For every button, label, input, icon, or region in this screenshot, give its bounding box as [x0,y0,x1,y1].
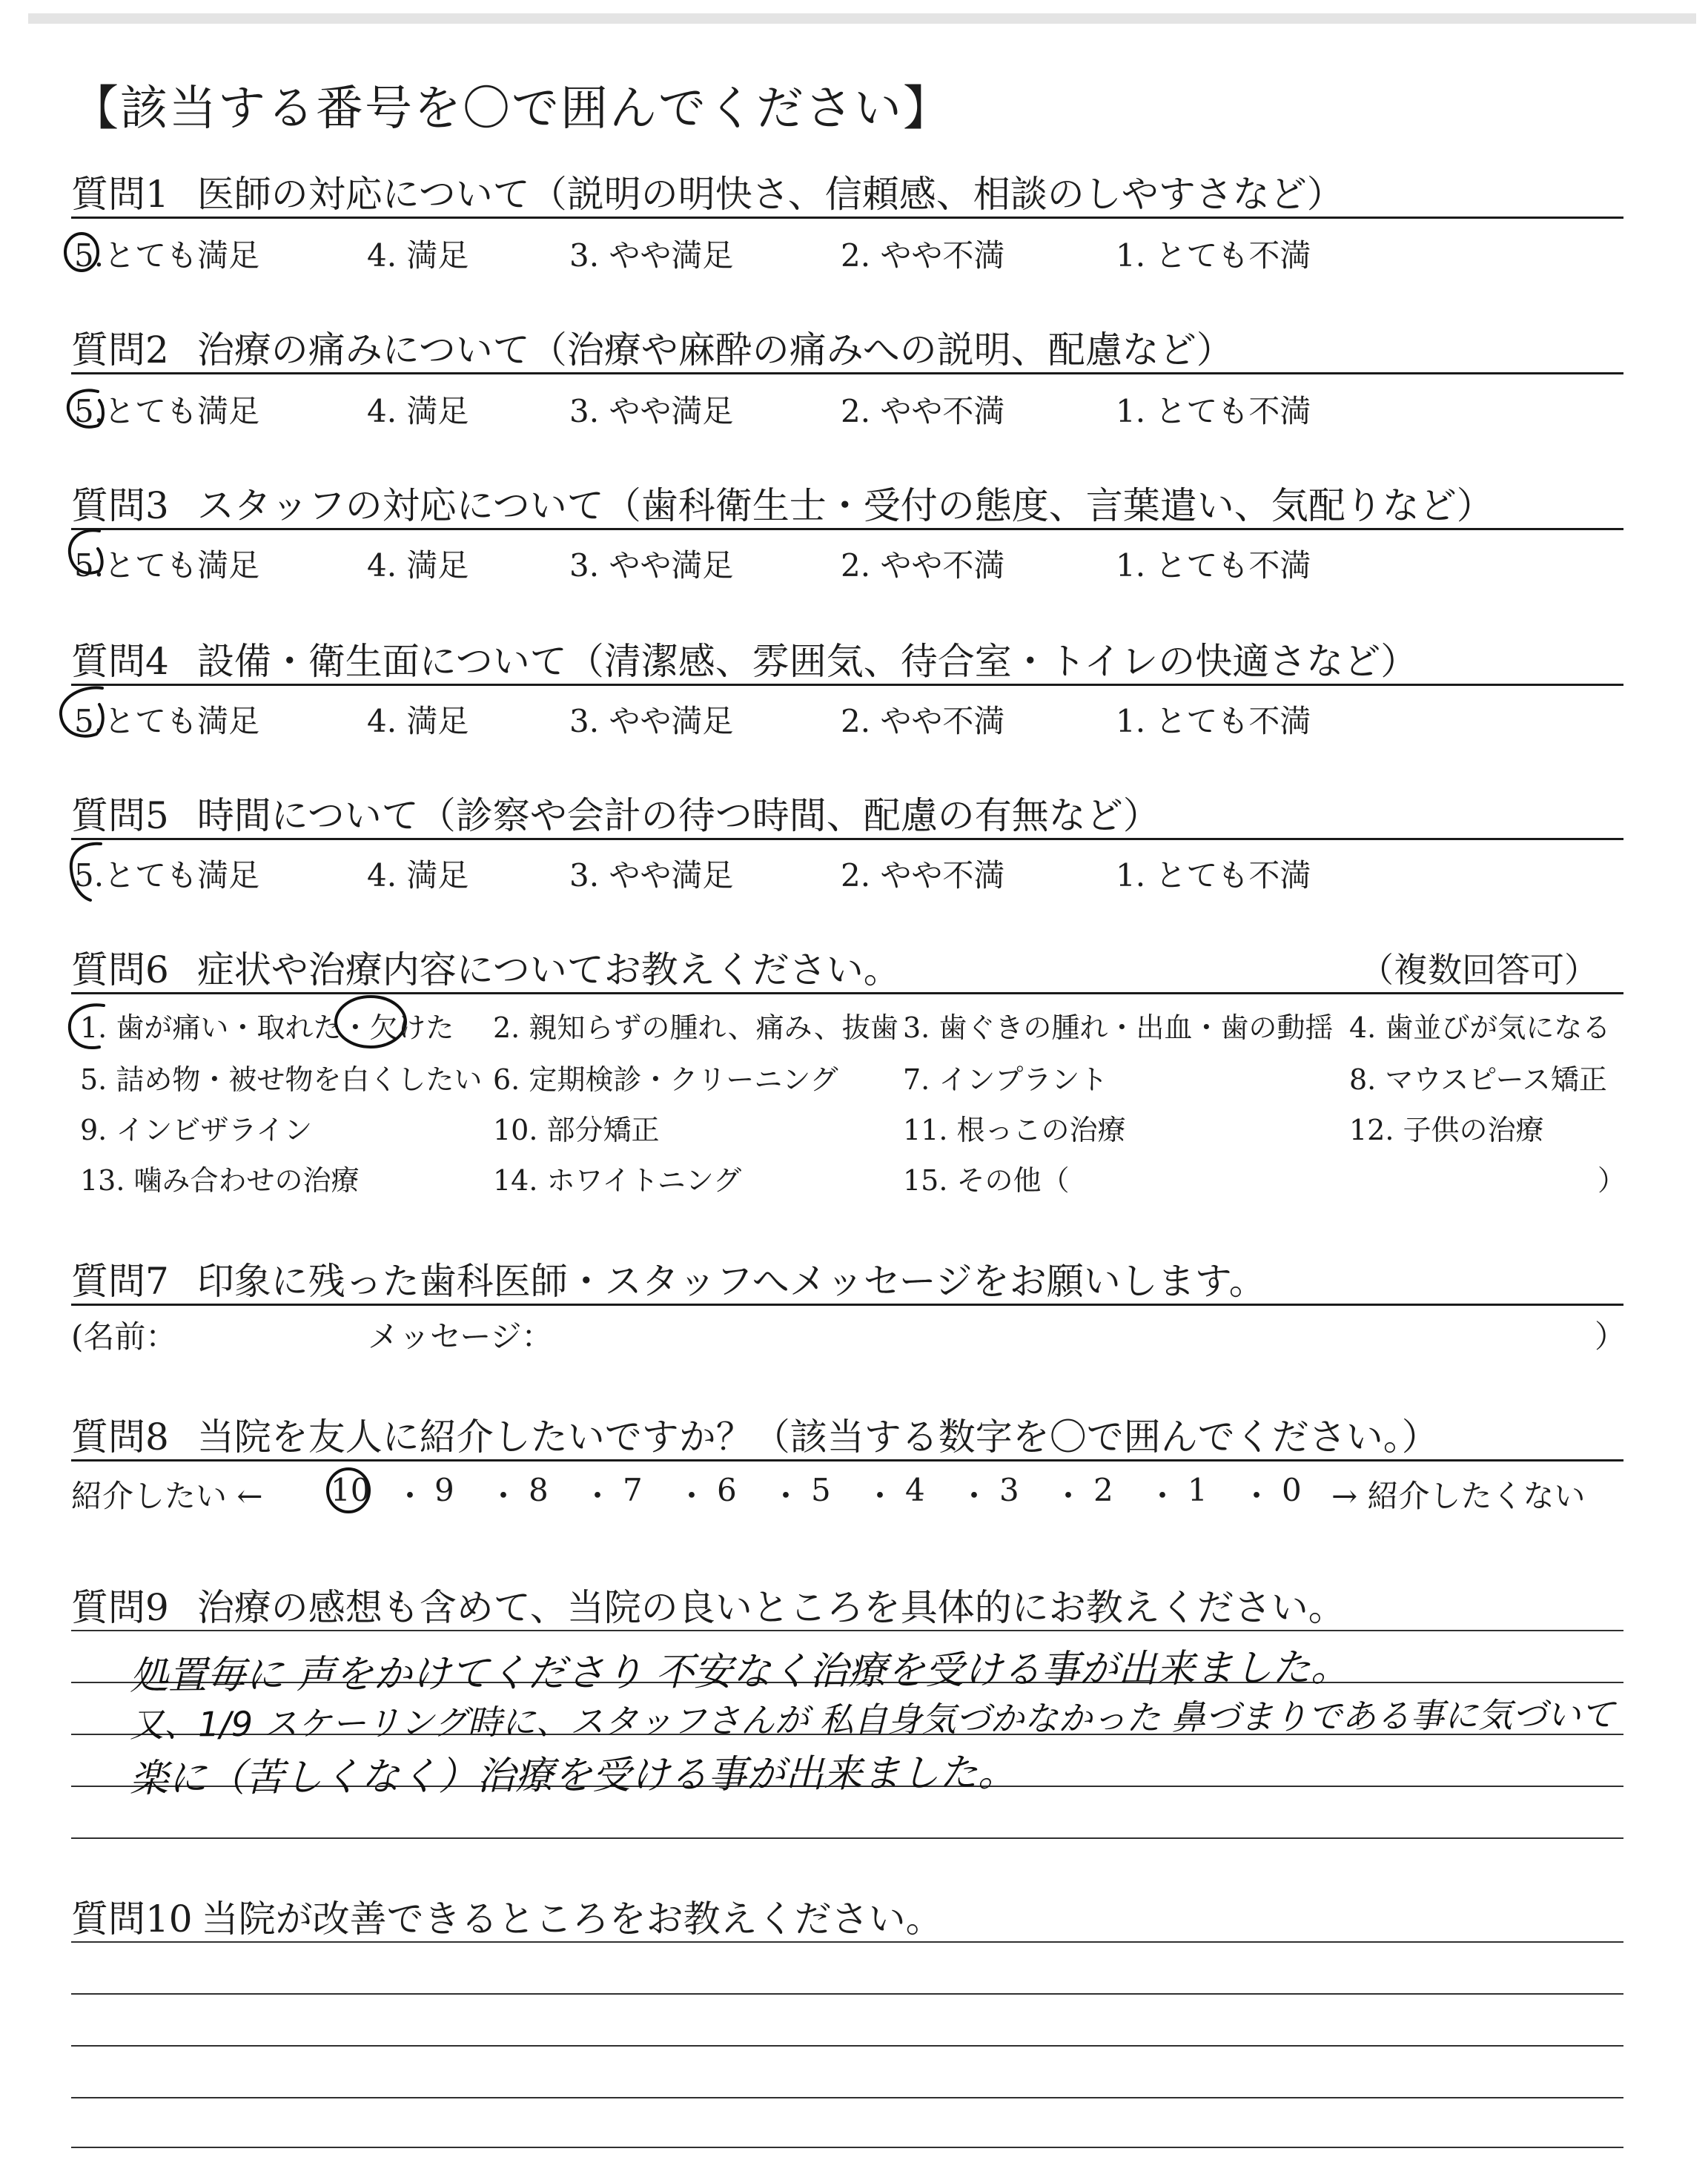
option-4[interactable]: 4. 満足 [367,547,469,584]
question-text: 当院を友人に紹介したいですか？（該当する数字を〇で囲んでください。） [196,1416,1439,1459]
question-7-fields [71,1312,1626,1357]
answer-line [71,2097,1623,2098]
option-4[interactable]: 4. 満足 [367,857,469,894]
option-5[interactable]: 5.とても満足 [74,547,260,584]
option-5[interactable]: 5.とても満足 [74,393,260,429]
multiple-answers-note: （複数回答可） [1360,950,1598,990]
question-number: 質問3 [71,484,169,527]
q6-option-15[interactable]: 15. その他（ [903,1164,1070,1197]
question-4-title [71,632,1417,685]
option-1[interactable]: 1. とても不満 [1116,703,1311,739]
option-1[interactable]: 1. とても不満 [1116,393,1311,429]
question-1-rule [71,217,1623,219]
q6-option-14[interactable]: 14. ホワイトニング [493,1164,742,1197]
q6-option-11[interactable]: 11. 根っこの治療 [903,1114,1126,1146]
answer-line [71,1630,1623,1631]
scale-2[interactable]: 2 [1093,1472,1113,1508]
question-text: 印象に残った歯科医師・スタッフへメッセージをお願いします。 [196,1260,1266,1303]
option-1[interactable]: 1. とても不満 [1116,237,1311,274]
question-number: 質問2 [71,328,169,371]
question-text: 症状や治療内容についてお教えください。 [196,948,901,991]
question-text: 設備・衛生面について（清潔感、雰囲気、待合室・トイレの快適さなど） [196,640,1418,683]
option-2[interactable]: 2. やや不満 [841,857,1005,894]
scale-5[interactable]: 5 [811,1472,831,1508]
question-1-options [74,231,1623,276]
answer-line [71,2045,1623,2047]
q6-option-10[interactable]: 10. 部分矯正 [493,1114,660,1146]
option-3[interactable]: 3. やや満足 [569,547,734,584]
message-close-paren: ） [1595,1318,1626,1355]
question-number: 質問7 [71,1260,169,1303]
question-10-title [71,1889,943,1943]
question-2-title [71,320,1234,374]
message-field-label[interactable]: メッセージ： [368,1318,553,1355]
question-number: 質問9 [71,1586,169,1629]
question-2-options [74,387,1623,432]
question-4-options [74,697,1623,742]
question-number: 質問5 [71,794,169,837]
question-5-rule [71,838,1623,840]
question-text: 時間について（診察や会計の待つ時間、配慮の有無など） [196,794,1160,837]
question-3-options [74,541,1623,586]
question-2-rule [71,372,1623,374]
q6-option-4[interactable]: 4. 歯並びが気になる [1349,1011,1611,1044]
name-field-label[interactable]: (名前： [71,1318,177,1355]
question-5-title [71,786,1160,839]
question-6-title [71,940,901,994]
scale-3[interactable]: 3 [999,1472,1019,1508]
question-8-title [71,1407,1439,1461]
question-text: 医師の対応について（説明の明快さ、信頼感、相談のしやすさなど） [196,173,1344,216]
q6-option-8[interactable]: 8. マウスピース矯正 [1349,1063,1607,1096]
question-9-title [71,1578,1345,1631]
question-text: 治療の痛みについて（治療や麻酔の痛みへの説明、配慮など） [196,328,1234,371]
answer-line [71,1993,1623,1995]
scale-6[interactable]: 6 [717,1472,737,1508]
scale-1[interactable]: 1 [1188,1472,1208,1508]
q6-option-3[interactable]: 3. 歯ぐきの腫れ・出血・歯の動揺 [903,1011,1334,1044]
scale-separator: ・ [864,1478,896,1514]
question-number: 質問1 [71,173,169,216]
question-7-title [71,1252,1266,1305]
option-5[interactable]: 5.とても満足 [74,703,260,739]
q6-option-9[interactable]: 9. インビザライン [80,1114,313,1146]
question-1-title [71,165,1344,218]
scale-10[interactable]: 10 [331,1472,371,1508]
option-4[interactable]: 4. 満足 [367,393,469,429]
question-3-title [71,476,1494,529]
answer-line [71,2147,1623,2148]
option-4[interactable]: 4. 満足 [367,703,469,739]
scale-separator: ・ [582,1478,614,1514]
option-5[interactable]: 5.とても満足 [74,857,260,894]
scale-separator: ・ [488,1478,520,1514]
q6-other-close-paren: ） [1598,1164,1626,1197]
option-3[interactable]: 3. やや満足 [569,393,734,429]
scale-separator: ・ [1241,1478,1273,1514]
q6-option-13[interactable]: 13. 噛み合わせの治療 [80,1164,360,1197]
option-3[interactable]: 3. やや満足 [569,703,734,739]
question-4-rule [71,684,1623,686]
scale-separator: ・ [676,1478,708,1514]
question-number: 質問6 [71,948,169,991]
option-3[interactable]: 3. やや満足 [569,857,734,894]
question-text: スタッフの対応について（歯科衛生士・受付の態度、言葉遣い、気配りなど） [196,484,1494,527]
option-2[interactable]: 2. やや不満 [841,547,1005,584]
q6-option-1[interactable]: 1. 歯が痛い・取れた・欠けた [80,1011,454,1044]
scale-separator: ・ [1147,1478,1179,1514]
answer-line [71,1941,1623,1943]
option-2[interactable]: 2. やや不満 [841,393,1005,429]
option-1[interactable]: 1. とても不満 [1116,857,1311,894]
option-5[interactable]: 5.とても満足 [74,237,260,274]
scale-separator: ・ [770,1478,802,1514]
scan-top-band [28,13,1696,24]
q6-option-2[interactable]: 2. 親知らずの腫れ、痛み、抜歯 [493,1011,898,1044]
q6-option-6[interactable]: 6. 定期検診・クリーニング [493,1063,838,1096]
question-3-rule [71,528,1623,530]
option-2[interactable]: 2. やや不満 [841,703,1005,739]
question-5-options [74,851,1623,896]
scale-separator: ・ [1053,1478,1085,1514]
question-text: 当院が改善できるところをお教えください。 [201,1898,943,1941]
scale-separator: ・ [394,1478,426,1514]
question-7-rule [71,1304,1623,1306]
question-6-options [74,1005,1626,1227]
scale-right-label: → 紹介したくない [1331,1478,1586,1514]
question-8-rule [71,1459,1623,1462]
scale-9[interactable]: 9 [434,1472,454,1508]
q6-option-7[interactable]: 7. インプラント [903,1063,1108,1096]
option-2[interactable]: 2. やや不満 [841,237,1005,274]
option-3[interactable]: 3. やや満足 [569,237,734,274]
scale-separator: ・ [959,1478,990,1514]
scale-left-label: 紹介したい ← [71,1478,263,1514]
form-instructions-header: 【該当する番号を〇で囲んでください】 [71,82,952,136]
question-number: 質問10 [71,1898,193,1941]
answer-line [71,1837,1623,1839]
scale-0[interactable]: 0 [1282,1472,1302,1508]
handwritten-answer-line-2[interactable]: 又、1/9 スケーリング時に、スタッフさんが 私自身気づかなかった 鼻づまりである事に気づいて [129,1694,1615,1745]
option-4[interactable]: 4. 満足 [367,237,469,274]
question-text: 治療の感想も含めて、当院の良いところを具体的にお教えください。 [196,1586,1345,1629]
q6-option-5[interactable]: 5. 詰め物・被せ物を白くしたい [80,1063,483,1096]
question-number: 質問8 [71,1416,169,1459]
scale-7[interactable]: 7 [623,1472,643,1508]
option-1[interactable]: 1. とても不満 [1116,547,1311,584]
recommend-scale [71,1472,1628,1516]
q6-option-12[interactable]: 12. 子供の治療 [1349,1114,1544,1146]
question-6-rule [71,992,1623,994]
handwritten-answer-line-1[interactable]: 処置毎に 声をかけてくださり 不安なく治療を受ける事が出来ました。 [129,1645,1350,1699]
handwritten-answer-line-3[interactable]: 楽に（苦しくなく）治療を受ける事が出来ました。 [129,1750,1017,1802]
question-number: 質問4 [71,640,169,683]
scale-4[interactable]: 4 [905,1472,925,1508]
scale-8[interactable]: 8 [529,1472,549,1508]
